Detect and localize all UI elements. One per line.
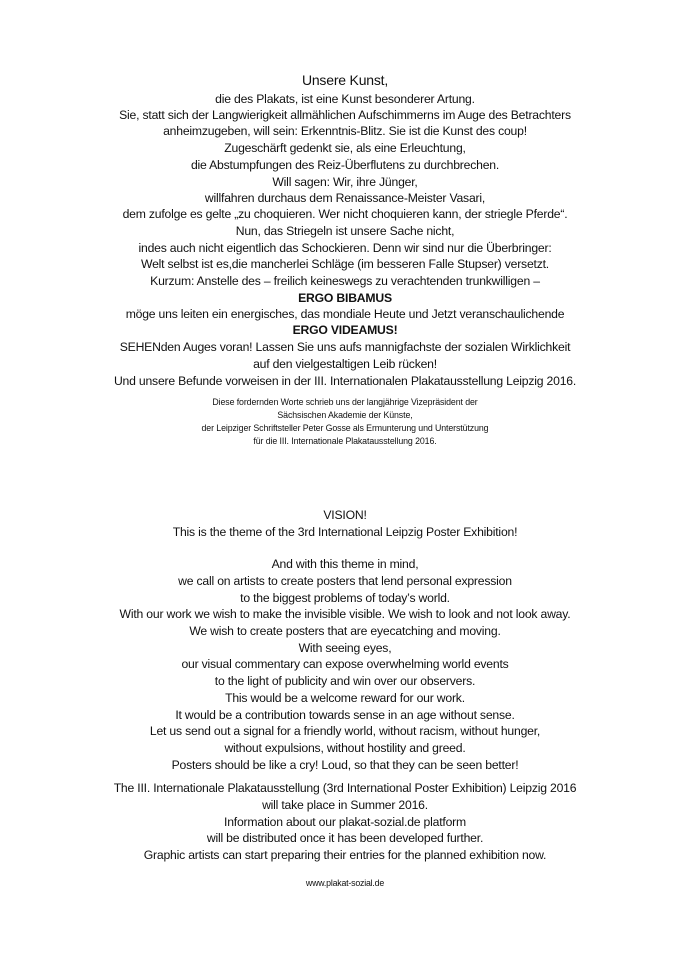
credit-line: der Leipziger Schriftsteller Peter Gosse als Ermunterung und Unterstützung: [201, 423, 489, 433]
german-line: Nun, das Striegeln ist unsere Sache nicht,: [235, 224, 455, 238]
english-line: Let us send out a signal for a friendly world, without racism, without hunger,: [149, 724, 541, 738]
german-line: Welt selbst ist es,die mancherlei Schläge (im besseren Falle Stupser) versetzt.: [140, 257, 549, 271]
vision-heading: VISION!: [323, 508, 367, 522]
info-line: will take place in Summer 2016.: [262, 798, 428, 812]
ergo-videamus-heading: ERGO VIDEAMUS!: [292, 323, 398, 337]
english-line: to the light of publicity and win over our observers.: [214, 674, 476, 688]
german-line: auf den vielgestaltigen Leib rücken!: [253, 357, 437, 371]
german-line: dem zufolge es gelte „zu choquieren. Wer nicht choquieren kann, der striegle Pferde“.: [122, 207, 568, 221]
german-line: anheimzugeben, will sein: Erkenntnis-Blitz. Sie ist die Kunst des coup!: [163, 124, 527, 138]
german-line: die des Plakats, ist eine Kunst besonderer Artung.: [215, 92, 475, 106]
credit-line: Sächsischen Akademie der Künste,: [277, 410, 413, 420]
english-line: It would be a contribution towards sense in an age without sense.: [175, 708, 515, 722]
ergo-bibamus-heading: ERGO BIBAMUS: [298, 291, 392, 305]
english-line: Posters should be like a cry! Loud, so that they can be seen better!: [171, 758, 519, 772]
english-line: our visual commentary can expose overwhelming world events: [181, 657, 509, 671]
credit-line: Diese fordernden Worte schrieb uns der langjährige Vizepräsident der: [212, 397, 478, 407]
vision-subheading: This is the theme of the 3rd International Leipzig Poster Exhibition!: [172, 525, 518, 539]
german-line: indes auch nicht eigentlich das Schockieren. Denn wir sind nur die Überbringer:: [138, 241, 552, 255]
german-line: Sie, statt sich der Langwierigkeit allmählichen Aufschimmerns im Auge des Betrachters: [119, 108, 571, 122]
english-line: to the biggest problems of today’s world.: [240, 591, 450, 605]
footer-url: www.plakat-sozial.de: [305, 878, 385, 888]
english-line: We wish to create posters that are eyecatching and moving.: [189, 624, 501, 638]
english-line: without expulsions, without hostility and greed.: [224, 741, 466, 755]
german-line: möge uns leiten ein energisches, das mondiale Heute und Jetzt veranschaulichende: [125, 307, 565, 321]
info-line: The III. Internationale Plakatausstellung (3rd International Poster Exhibition) Leipzig 2016: [113, 781, 577, 795]
german-title: Unsere Kunst,: [301, 72, 389, 88]
english-line: And with this theme in mind,: [271, 557, 419, 571]
german-line: die Abstumpfungen des Reiz-Überflutens zu durchbrechen.: [190, 158, 500, 172]
english-line: This would be a welcome reward for our work.: [225, 691, 465, 705]
german-line: SEHENden Auges voran! Lassen Sie uns aufs mannigfachste der sozialen Wirklichkeit: [119, 340, 571, 354]
info-line: Graphic artists can start preparing their entries for the planned exhibition now.: [143, 848, 547, 862]
credit-line: für die III. Internationale Plakatausstellung 2016.: [253, 436, 437, 446]
german-line: Zugeschärft gedenkt sie, als eine Erleuchtung,: [224, 141, 466, 155]
info-line: will be distributed once it has been developed further.: [206, 831, 484, 845]
english-line: With our work we wish to make the invisible visible. We wish to look and not look away.: [119, 607, 571, 621]
german-line: Und unsere Befunde vorweisen in der III. Internationalen Plakatausstellung Leipzig 2016.: [113, 374, 577, 388]
german-line: willfahren durchaus dem Renaissance-Meister Vasari,: [204, 191, 486, 205]
german-line: Will sagen: Wir, ihre Jünger,: [272, 175, 418, 189]
german-line: Kurzum: Anstelle des – freilich keineswegs zu verachtenden trunkwilligen –: [150, 274, 540, 288]
english-line: With seeing eyes,: [298, 641, 392, 655]
english-line: we call on artists to create posters that lend personal expression: [178, 574, 512, 588]
info-line: Information about our plakat-sozial.de platform: [224, 815, 466, 829]
